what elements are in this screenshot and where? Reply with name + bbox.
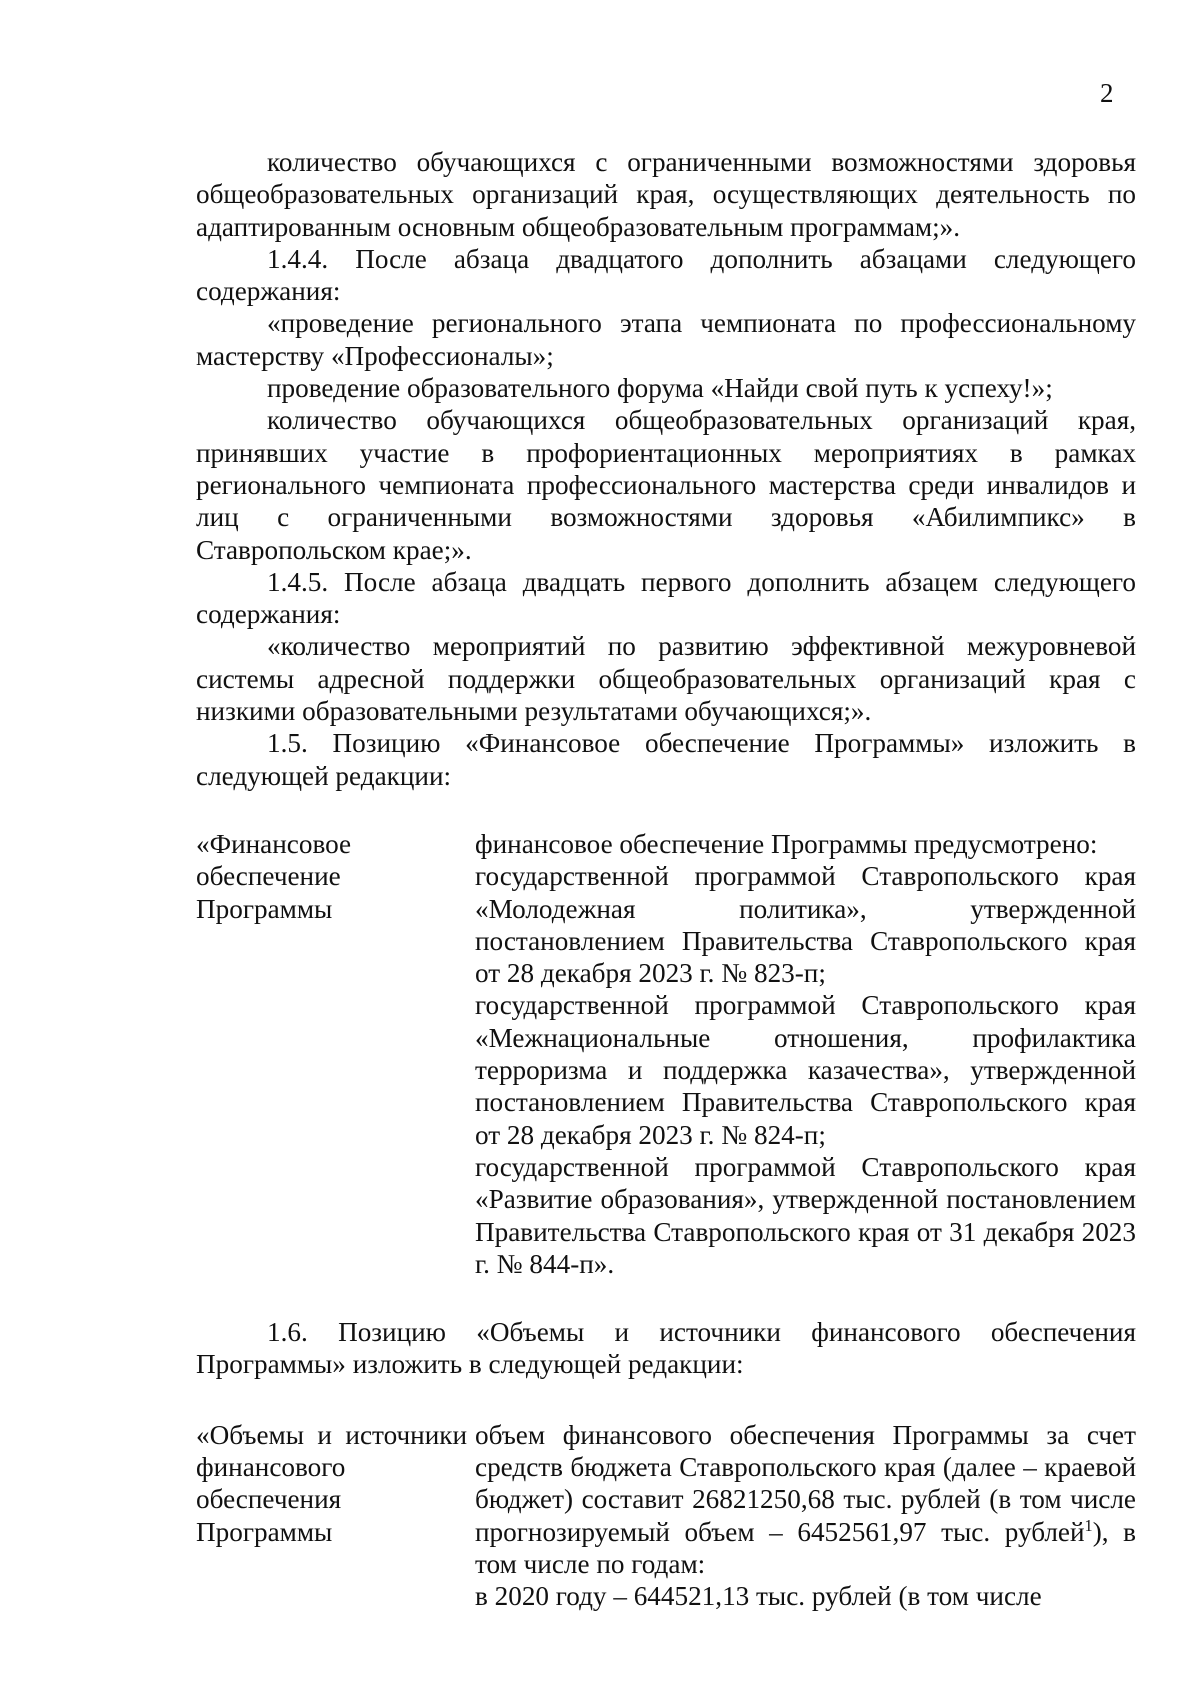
financing-table-content	[475, 828, 1136, 1280]
volumes-line	[475, 1419, 1136, 1580]
financing-line: государственной программой Ставропольского края «Развитие образования», утвержденной постановлением Правительства Ставропольского края от 31 декабря 2023 г. № 844-п».	[475, 1151, 1136, 1279]
financing-line: государственной программой Ставропольского края «Межнациональные отношения, профилактика терроризма и поддержка казачества», утвержденной постановлением Правительства Ставропольского края от 28 декабря 2023 г. № 824-п;	[475, 990, 1136, 1150]
financing-table-label: «Финансовое обеспечение Программы	[196, 828, 352, 924]
volumes-table-content	[475, 1419, 1136, 1613]
paragraph: «количество мероприятий по развитию эффективной межуровневой системы адресной поддержки общеобразовательных организаций края с низкими образовательными результатами обучающихся;».	[196, 631, 1136, 727]
volumes-table-label: «Объемы и источники финансового обеспечения Программы	[196, 1419, 467, 1547]
paragraph: количество обучающихся с ограниченными возможностями здоровья общеобразовательных организаций края, осуществляющих деятельность по адаптированным основным общеобразовательным программам;».	[196, 147, 1136, 242]
paragraph: 1.4.4. После абзаца двадцатого дополнить абзацами следующего содержания:	[196, 243, 1136, 307]
paragraph: «проведение регионального этапа чемпионата по профессиональному мастерству «Профессионалы»;	[196, 308, 1136, 371]
document-body	[196, 146, 1136, 1612]
volumes-text-cont: ), в том числе по годам:	[475, 1516, 1136, 1579]
paragraph: 1.5. Позицию «Финансовое обеспечение Программы» изложить в следующей редакции:	[196, 728, 1136, 791]
financing-table	[196, 828, 1136, 1280]
paragraph: проведение образовательного форума «Найди свой путь к успеху!»;	[267, 373, 1053, 404]
paragraph: количество обучающихся общеобразовательных организаций края, принявших участие в профориентационных мероприятиях в рамках регионального чемпионата профессионального мастерства среди инвалидов и лиц с ограниченными возможностями здоровья «Абилимпикс» в Ставропольском крае;».	[196, 405, 1136, 565]
paragraph: 1.4.5. После абзаца двадцать первого дополнить абзацем следующего содержания:	[196, 566, 1136, 630]
volumes-table	[196, 1419, 1136, 1613]
page-number: 2	[1100, 78, 1114, 108]
volumes-text: объем финансового обеспечения Программы за счет средств бюджета Ставропольского края (далее – краевой бюджет) составит 26821250,68 тыс. рублей (в том числе прогнозируемый объем – 6452561,97 тыс. рублей	[475, 1419, 1136, 1547]
financing-line: государственной программой Ставропольского края «Молодежная политика», утвержденной постановлением Правительства Ставропольского края от 28 декабря 2023 г. № 823-п;	[475, 861, 1136, 989]
financing-line: финансовое обеспечение Программы предусмотрено:	[475, 828, 1098, 859]
paragraph: 1.6. Позицию «Объемы и источники финансового обеспечения Программы» изложить в следующей редакции:	[196, 1317, 1136, 1380]
footnote-mark: 1	[1084, 1515, 1093, 1535]
volumes-line: в 2020 году – 644521,13 тыс. рублей (в том числе	[475, 1581, 1042, 1612]
